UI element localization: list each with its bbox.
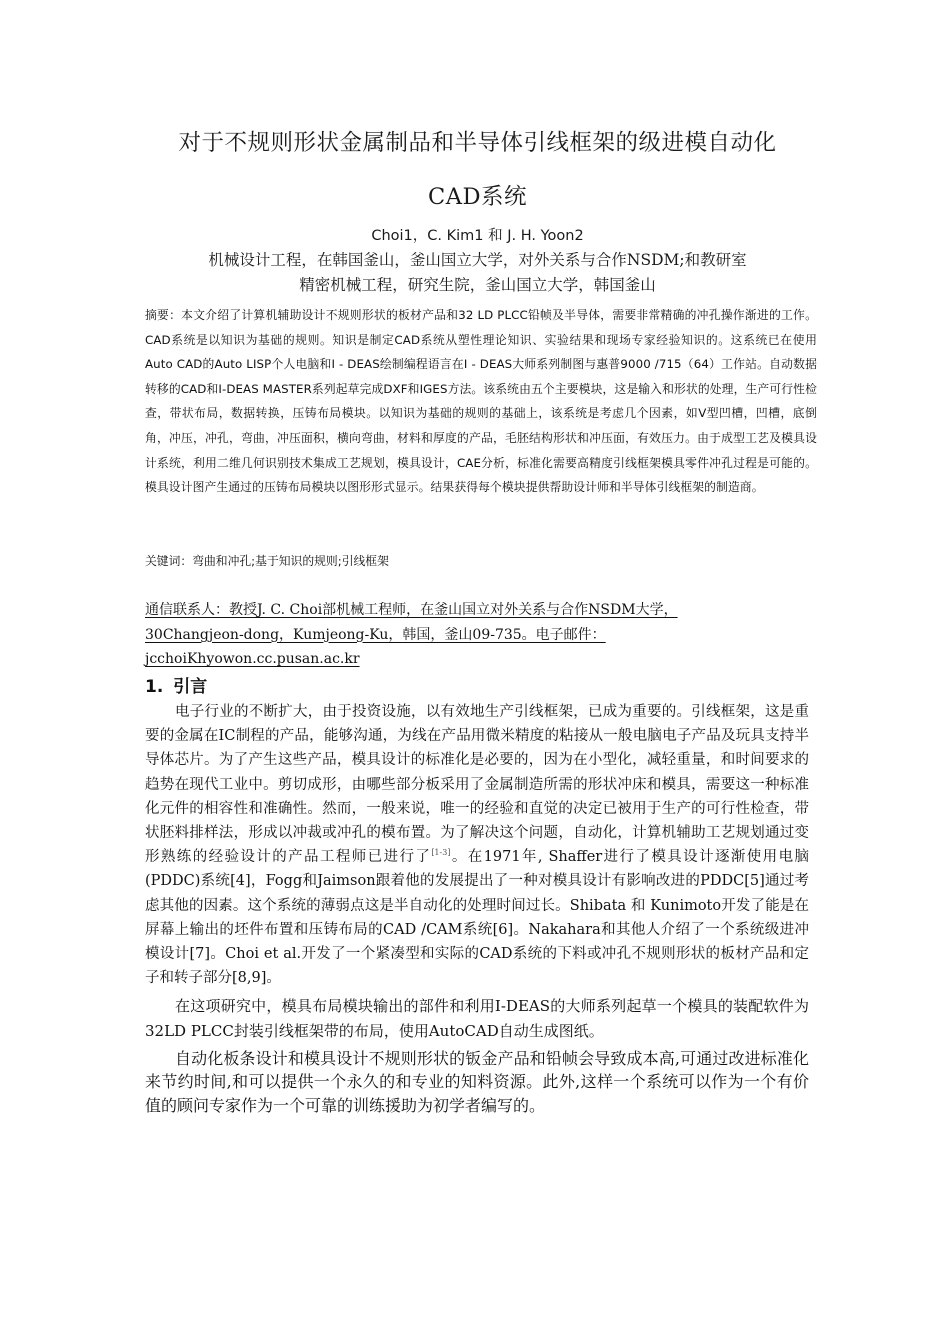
author-list: Choi1，C. Kim1 和 J. H. Yoon2 bbox=[371, 228, 584, 244]
section-title: 引言 bbox=[173, 677, 208, 697]
paragraph-3: 自动化板条设计和模具设计不规则形状的钣金产品和铅帧会导致成本高,可通过改进标准化来节约时间,和可以提供一个永久的和专业的知料资源。此外,这样一个系统可以作为一个有价值的顾问专家作为一个可靠的训练援助为初学者编写的。 bbox=[145, 1048, 809, 1115]
correspondence-line-1: 通信联系人：教授J. C. Choi部机械工程师，在釜山国立对外关系与合作NSDM大学， bbox=[145, 602, 678, 618]
keywords: 关键词：弯曲和冲孔;基于知识的规则;引线框架 bbox=[145, 554, 389, 568]
paper-title-line-2: CAD系统 bbox=[427, 184, 527, 210]
section-body bbox=[145, 700, 809, 1121]
section-number: 1. bbox=[145, 677, 164, 697]
correspondence-line-2: 30Changjeon-dong，Kumjeong-Ku，韩国，釜山09-735。电子邮件： bbox=[145, 626, 606, 643]
paper-title-line-1: 对于不规则形状金属制品和半导体引线框架的级进模自动化 bbox=[178, 130, 777, 156]
correspondence-email: jcchoiKhyowon.cc.pusan.ac.kr bbox=[145, 651, 360, 667]
paragraph-1-text-a: 电子行业的不断扩大，由于投资设施，以有效地生产引线框架，已成为重要的。引线框架，这是重要的金属在IC制程的产品，能够沟通，为线在产品用微米精度的粘接从一般电脑电子产品及玩具支持半导体芯片。为了产生这些产品，模具设计的标准化是必要的，因为在小型化，减轻重量，和时间要求的趋势在现代工业中。剪切成形，由哪些部分板采用了金属制造所需的形状冲床和模具，需要这一种标准化元件的相容性和准确性。然而，一般来说，唯一的经验和直觉的决定已被用于生产的可行性检查，带状胚料排样法，形成以冲裁或冲孔的模布置。为了解决这个问题，自动化，计算机辅助工艺规划通过变形熟练的经验设计的产品工程师已进行了 bbox=[145, 704, 809, 866]
correspondence-note bbox=[145, 598, 810, 672]
abstract: 摘要：本文介绍了计算机辅助设计不规则形状的板材产品和32 LD PLCC铅帧及半导体，需要非常精确的冲孔操作渐进的工作。CAD系统是以知识为基础的规则。知识是制定CAD系统从塑性理论知识、实验结果和现场专家经验知识的。这系统已在使用Auto CAD的Auto LISP个人电脑和I - DEAS绘制编程语言在I - DEAS大师系列制图与惠普9000 /715（64）工作站。自动数据转移的CAD和I-DEAS MASTER系列起草完成DXF和IGES方法。该系统由五个主要模块，这是输入和形状的处理，生产可行性检查，带状布局，数据转换，压铸布局模块。以知识为基础的规则的基础上，该系统是考虑几个因素，如V型凹槽，凹槽，底倒角，冲压，冲孔，弯曲，冲压面积，横向弯曲，材料和厚度的产品，毛胚结构形状和冲压面，有效压力。由于成型工艺及模具设计系统，利用二维几何识别技术集成工艺规划，模具设计，CAE分析，标准化需要高精度引线框架模具零件冲孔过程是可能的。模具设计图产生通过的压铸布局模块以图形形式显示。结果获得每个模块提供帮助设计师和半导体引线框架的制造商。 bbox=[145, 308, 817, 495]
paragraph-1-text-b: 。在1971年, Shaffer进行了模具设计逐渐使用电脑(PDDC)系统[4]，Fogg和Jaimson跟着他的发展提出了一种对模具设计有影响改进的PDDC[5]通过考虑其他的因素。这个系统的薄弱点这是半自动化的处理时间过长。Shibata 和 Kunimoto开发了能是在屏幕上输出的坯件布置和压铸布局的CAD /CAM系统[6]。Nakahara和其他人介绍了一个系统级进冲模设计[7]。Choi et al.开发了一个紧凑型和实际的CAD系统的下料或冲孔不规则形状的板材产品和定子和转子部分[8,9]。 bbox=[145, 849, 809, 987]
affiliation-line-2: 精密机械工程，研究生院，釜山国立大学，韩国釜山 bbox=[299, 276, 656, 294]
paragraph-1 bbox=[145, 700, 809, 990]
paper-page bbox=[145, 0, 817, 1344]
citation-ref: [1-3] bbox=[431, 848, 451, 858]
affiliation-line-1: 机械设计工程，在韩国釜山，釜山国立大学，对外关系与合作NSDM;和教研室 bbox=[208, 251, 747, 269]
section-heading bbox=[145, 674, 207, 700]
paragraph-2: 在这项研究中，模具布局模块输出的部件和利用I-DEAS的大师系列起草一个模具的装配软件为32LD PLCC封装引线框架带的布局，使用AutoCAD自动生成图纸。 bbox=[145, 997, 809, 1040]
